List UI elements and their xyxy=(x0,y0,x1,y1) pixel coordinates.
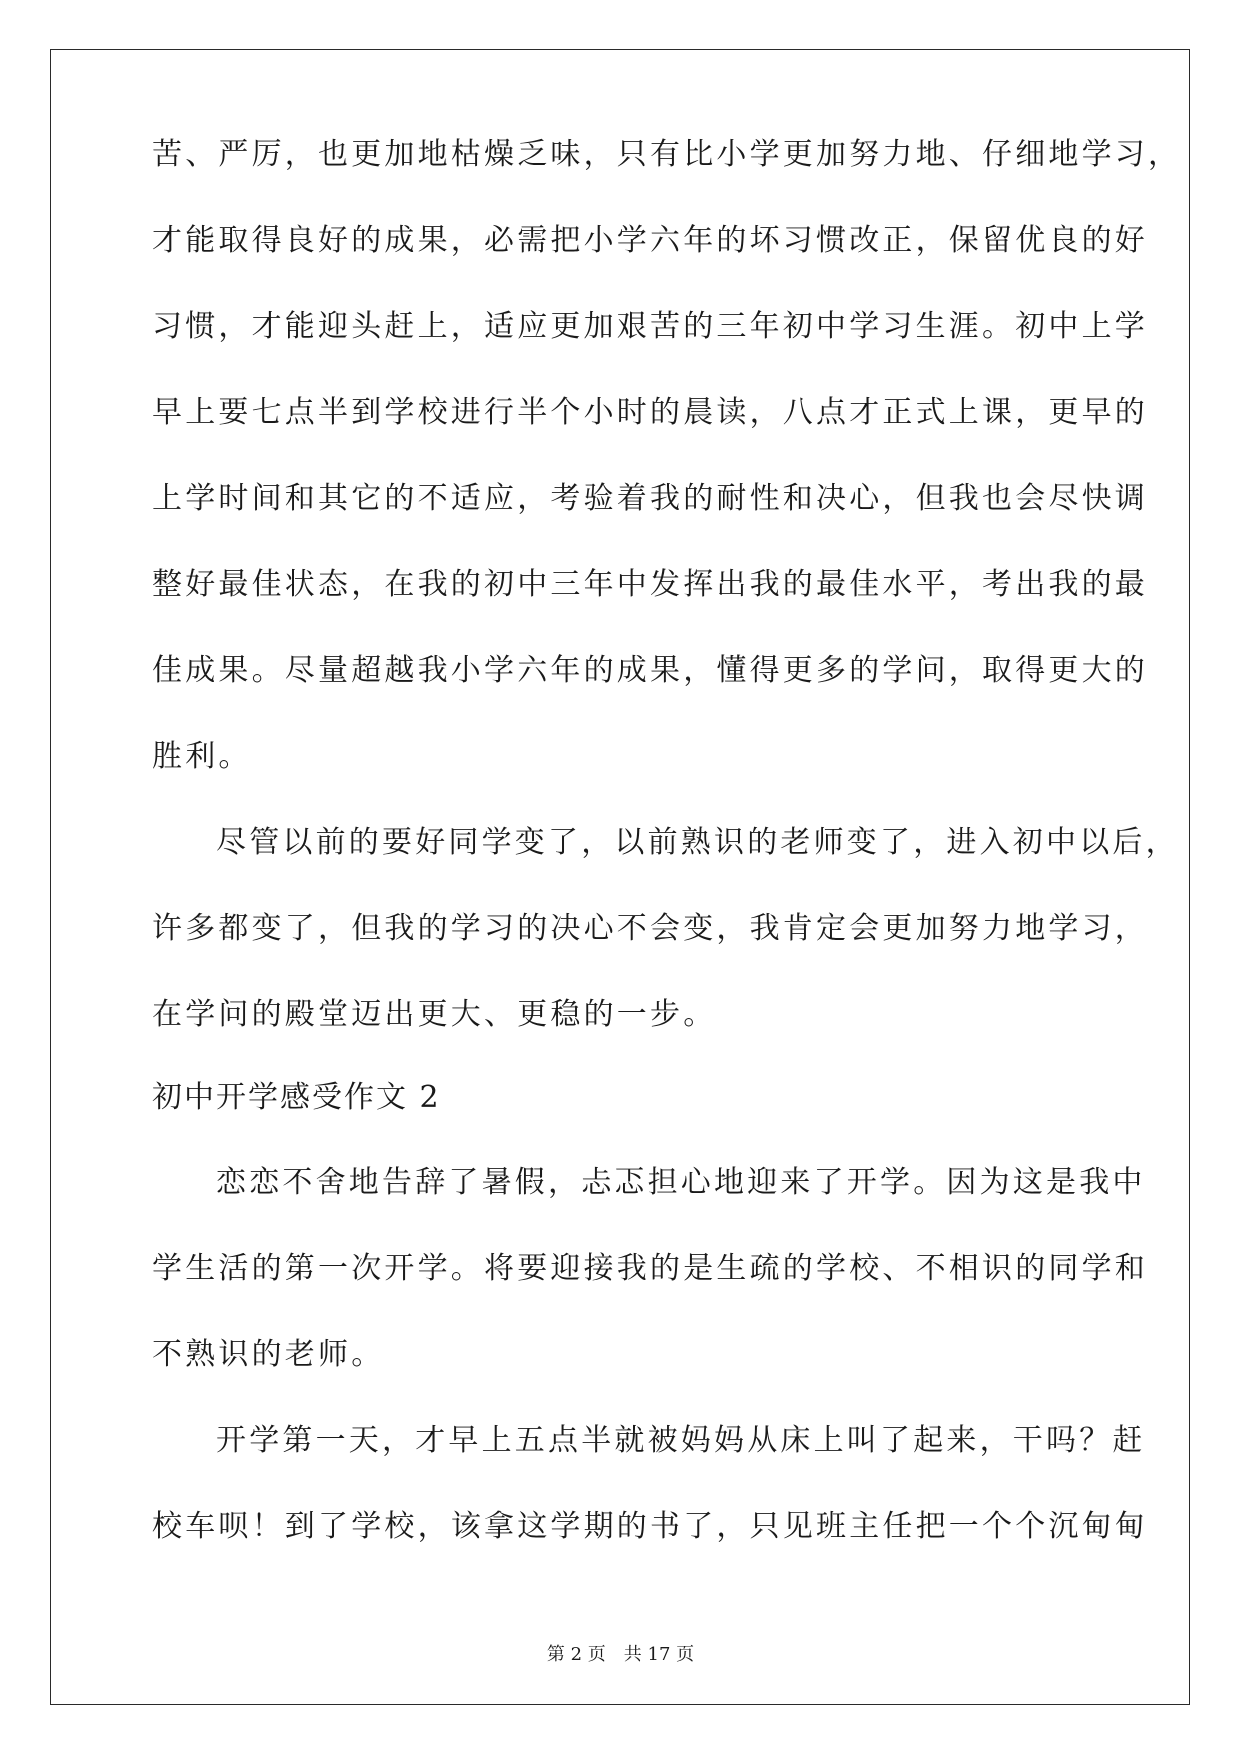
page-number-footer: 第 2 页 共 17 页 xyxy=(546,1644,695,1665)
paragraph-line: 上学时间和其它的不适应，考验着我的耐性和决心，但我也会尽快调 xyxy=(152,481,1148,516)
paragraph-line: 才能取得良好的成果，必需把小学六年的坏习惯改正，保留优良的好 xyxy=(152,223,1148,258)
paragraph-line: 习惯，才能迎头赶上，适应更加艰苦的三年初中学习生涯。初中上学 xyxy=(152,309,1148,344)
paragraph-line: 尽管以前的要好同学变了，以前熟识的老师变了，进入初中以后， xyxy=(216,825,1179,860)
paragraph-line: 不熟识的老师。 xyxy=(152,1337,385,1372)
paragraph-line: 许多都变了，但我的学习的决心不会变，我肯定会更加努力地学习， xyxy=(152,911,1148,946)
paragraph-line: 学生活的第一次开学。将要迎接我的是生疏的学校、不相识的同学和 xyxy=(152,1251,1148,1286)
paragraph-line: 苦、严厉，也更加地枯燥乏味，只有比小学更加努力地、仔细地学习， xyxy=(152,137,1182,172)
paragraph-line: 胜利。 xyxy=(152,739,252,774)
paragraph-line: 在学问的殿堂迈出更大、更稳的一步。 xyxy=(152,997,717,1032)
paragraph-line: 开学第一天，才早上五点半就被妈妈从床上叫了起来，干吗？赶 xyxy=(216,1423,1146,1458)
paragraph-line: 校车呗！到了学校，该拿这学期的书了，只见班主任把一个个沉甸甸 xyxy=(152,1509,1148,1544)
paragraph-line: 早上要七点半到学校进行半个小时的晨读，八点才正式上课，更早的 xyxy=(152,395,1148,430)
paragraph-line: 整好最佳状态，在我的初中三年中发挥出我的最佳水平，考出我的最 xyxy=(152,567,1148,602)
paragraph-line: 恋恋不舍地告辞了暑假，忐忑担心地迎来了开学。因为这是我中 xyxy=(216,1165,1146,1200)
paragraph-line: 佳成果。尽量超越我小学六年的成果，懂得更多的学问，取得更大的 xyxy=(152,653,1148,688)
section-heading: 初中开学感受作文 2 xyxy=(152,1080,441,1115)
